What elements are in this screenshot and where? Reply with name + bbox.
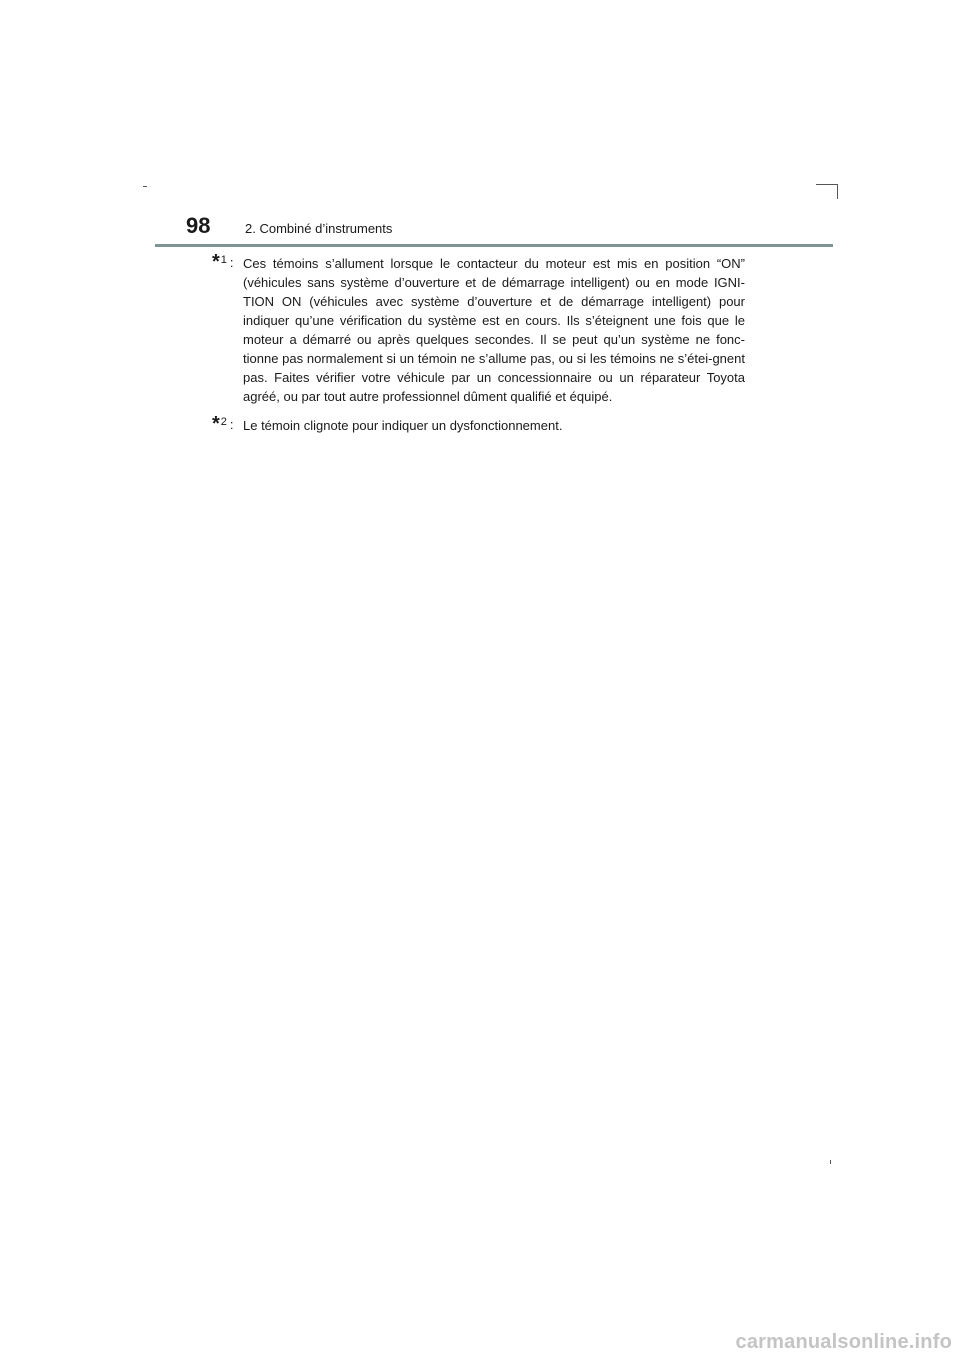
- footnote-marker: [212, 253, 243, 273]
- footnote-1: [212, 253, 745, 406]
- page-number: 98: [186, 213, 211, 238]
- footnote-separator: :: [229, 255, 234, 270]
- footnote-list: [212, 253, 745, 444]
- footnote-marker: [212, 415, 243, 435]
- footnote-separator: :: [229, 417, 234, 432]
- footnote-text: Ces témoins s’allument lorsque le contacteur du moteur est mis en position “ON” (véhicules sans système d’ouverture et de démarrage intelligent) ou en mode IGNI-TION ON (véhicules avec système d’ouverture et de démarrage intelligent) pour indiquer qu’une vérification du système est en cours. Ils s’éteignent une fois que le moteur a démarré ou après quelques secondes. Il se peut qu’un système ne fonc-tionne pas normalement si un témoin ne s’allume pas, ou si les témoins ne s’étei-gnent pas. Faites vérifier votre véhicule par un concessionnaire ou un réparateur Toyota agréé, ou par tout autre professionnel dûment qualifié et équipé.: [243, 256, 745, 404]
- footnote-2: [212, 415, 745, 435]
- footnote-number: 2: [220, 416, 227, 428]
- footnote-number: 1: [220, 254, 227, 266]
- asterisk-icon: *: [212, 413, 220, 435]
- watermark: carmanualsonline.info: [735, 1331, 952, 1353]
- header-divider: [155, 244, 833, 247]
- crop-mark-bottom-right: [830, 1160, 831, 1164]
- crop-mark-top-right-horizontal: [816, 184, 838, 185]
- crop-mark-top-left: [143, 186, 147, 187]
- footnote-text: Le témoin clignote pour indiquer un dysfonctionnement.: [243, 418, 563, 433]
- asterisk-icon: *: [212, 251, 220, 273]
- section-title: 2. Combiné d’instruments: [245, 221, 393, 236]
- crop-mark-top-right-vertical: [837, 184, 838, 199]
